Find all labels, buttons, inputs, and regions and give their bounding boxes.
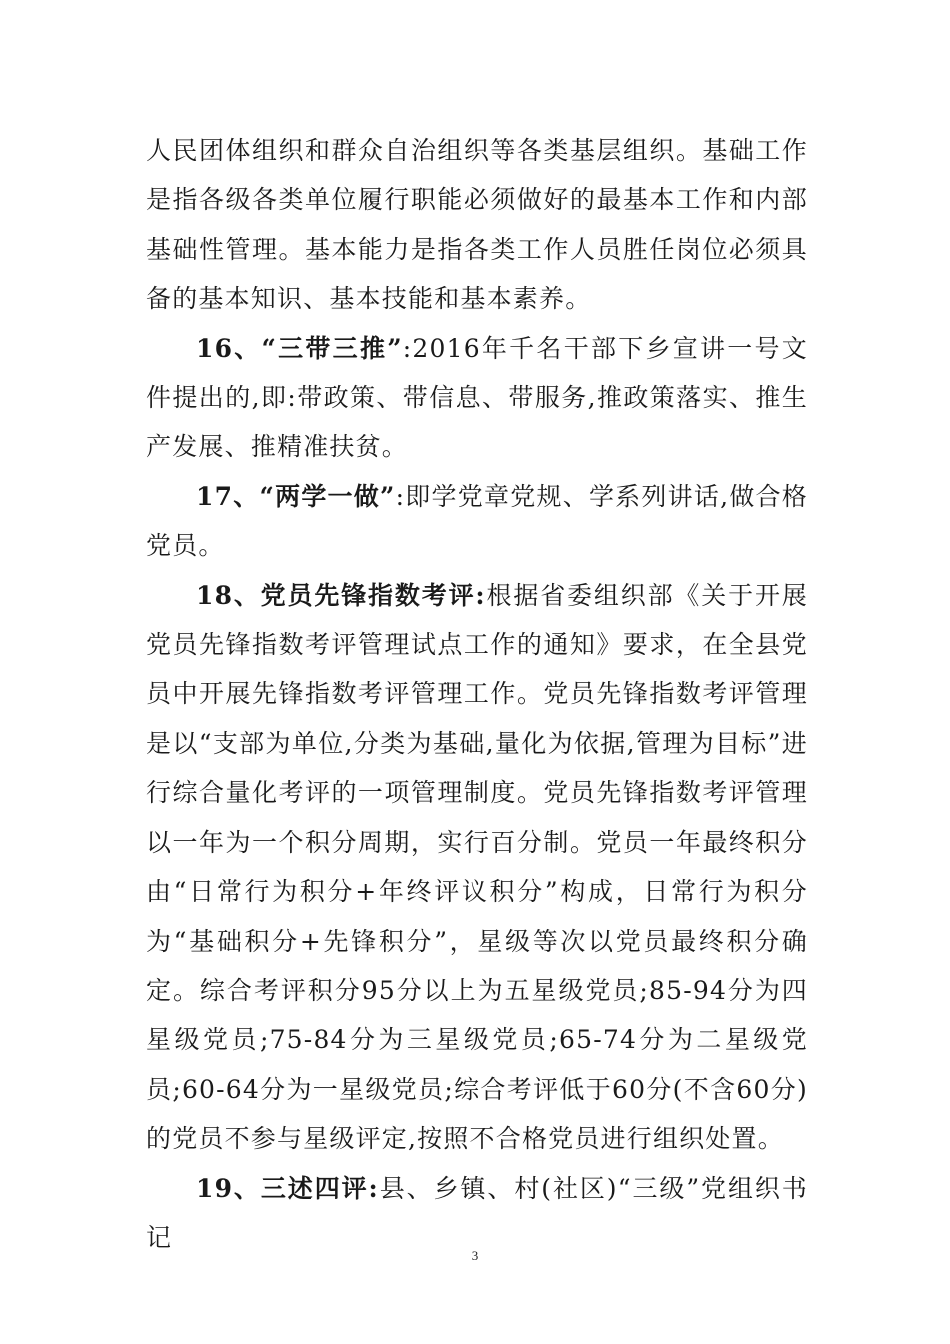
body-text	[146, 126, 808, 1262]
term-heading: 16、“三带三推”	[196, 333, 403, 363]
paragraph-item-17	[146, 472, 808, 571]
page-number: 3	[471, 1248, 479, 1263]
paragraph-item-18	[146, 571, 808, 1164]
paragraph-body: 根据省委组织部《关于开展党员先锋指数考评管理试点工作的通知》要求，在全县党员中开展先锋指数考评管理工作。党员先锋指数考评管理是以“支部为单位,分类为基础,量化为依据,管理为目标”进行综合量化考评的一项管理制度。党员先锋指数考评管理以一年为一个积分周期，实行百分制。党员一年最终积分由“日常行为积分+年终评议积分”构成，日常行为积分为“基础积分+先锋积分”，星级等次以党员最终积分确定。综合考评积分95分以上为五星级党员;85-94分为四星级党员;75-84分为三星级党员;65-74分为二星级党员;60-64分为一星级党员;综合考评低于60分(不含60分)的党员不参与星级评定,按照不合格党员进行组织处置。	[146, 580, 809, 1154]
term-heading: 18、党员先锋指数考评:	[196, 580, 486, 610]
paragraph-body: 人民团体组织和群众自治组织等各类基层组织。基础工作是指各级各类单位履行职能必须做好的最基本工作和内部基础性管理。基本能力是指各类工作人员胜任岗位必须具备的基本知识、基本技能和基本素养。	[146, 136, 808, 314]
paragraph-body: 县、乡镇、村(社区)“三级”党组织书记	[146, 1173, 808, 1252]
term-heading: 19、三述四评:	[196, 1173, 379, 1203]
paragraph-item-16	[146, 324, 808, 472]
paragraph-continuation	[146, 126, 808, 324]
paragraph-body: :即学党章党规、学系列讲话,做合格党员。	[146, 481, 808, 561]
paragraph-body: :2016年千名干部下乡宣讲一号文件提出的,即:带政策、带信息、带服务,推政策落实、推生产发展、推精准扶贫。	[146, 333, 808, 462]
term-heading: 17、“两学一做”	[196, 481, 396, 511]
